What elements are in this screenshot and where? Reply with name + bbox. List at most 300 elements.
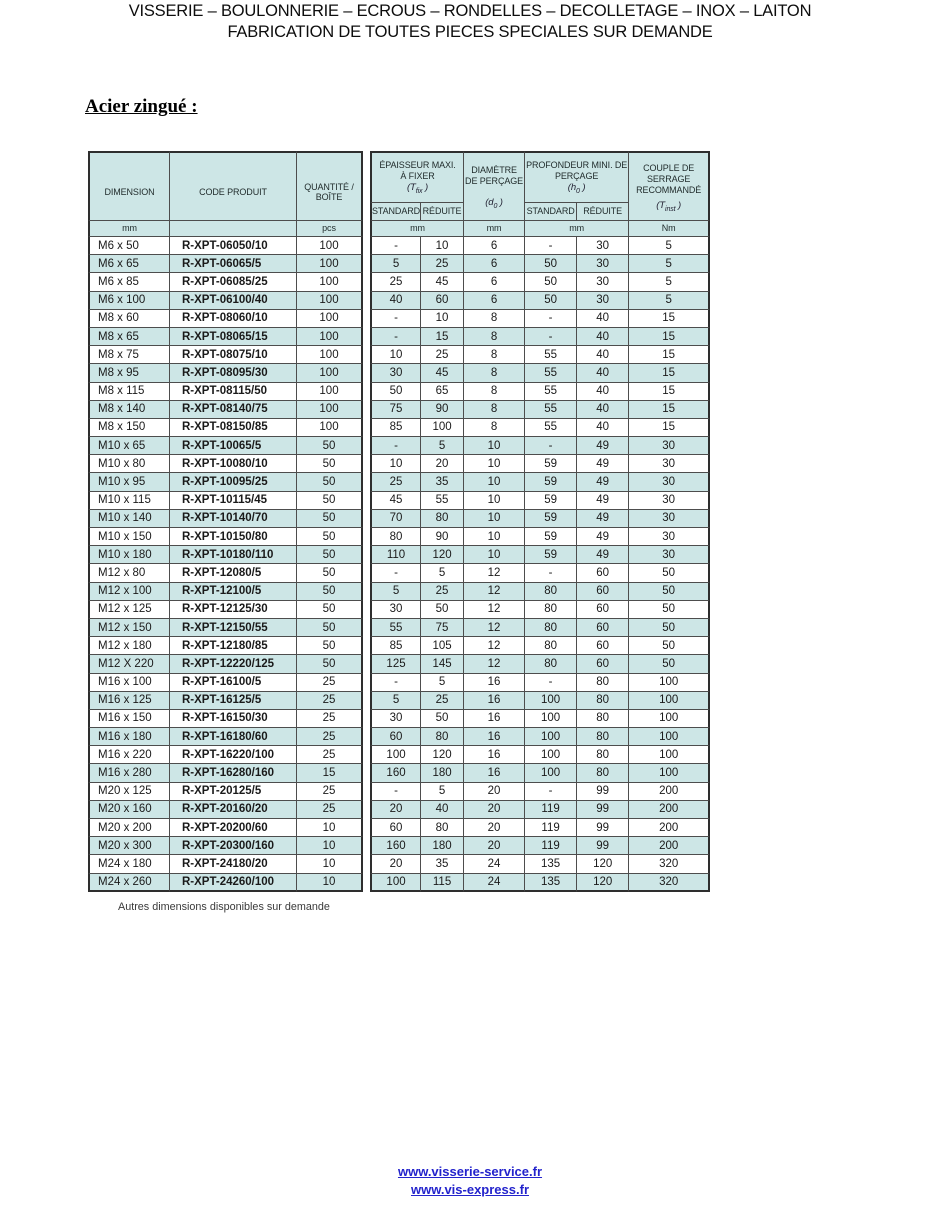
- cell-diametre: 16: [464, 674, 525, 692]
- cell-diametre: 10: [464, 528, 525, 546]
- cell-dimension: M8 x 115: [88, 383, 170, 401]
- table-row: [88, 473, 710, 491]
- page-header: [0, 1, 940, 43]
- cell-dimension: M16 x 150: [88, 710, 170, 728]
- cell-profondeur-standard: 55: [525, 383, 577, 401]
- row-gap: [363, 455, 370, 473]
- cell-code-produit: R-XPT-12150/55: [170, 619, 297, 637]
- cell-couple: 30: [629, 528, 710, 546]
- cell-diametre: 20: [464, 819, 525, 837]
- cell-diametre: 6: [464, 255, 525, 273]
- cell-code-produit: R-XPT-16150/30: [170, 710, 297, 728]
- cell-profondeur-reduite: 30: [577, 292, 629, 310]
- row-gap: [363, 473, 370, 491]
- cell-profondeur-standard: 59: [525, 528, 577, 546]
- cell-epaisseur-standard: 85: [370, 419, 421, 437]
- cell-quantite: 50: [297, 455, 363, 473]
- row-gap: [363, 255, 370, 273]
- cell-profondeur-standard: 59: [525, 510, 577, 528]
- cell-profondeur-reduite: 60: [577, 583, 629, 601]
- cell-couple: 50: [629, 619, 710, 637]
- table-row: [88, 674, 710, 692]
- cell-couple: 30: [629, 437, 710, 455]
- cell-epaisseur-standard: -: [370, 783, 421, 801]
- row-gap: [363, 710, 370, 728]
- cell-profondeur-reduite: 99: [577, 783, 629, 801]
- cell-epaisseur-standard: 40: [370, 292, 421, 310]
- cell-profondeur-standard: -: [525, 328, 577, 346]
- cell-epaisseur-standard: 20: [370, 801, 421, 819]
- cell-quantite: 25: [297, 783, 363, 801]
- cell-dimension: M12 x 180: [88, 637, 170, 655]
- row-gap: [363, 310, 370, 328]
- row-gap: [363, 655, 370, 673]
- row-gap: [363, 546, 370, 564]
- cell-profondeur-reduite: 49: [577, 455, 629, 473]
- cell-epaisseur-reduite: 25: [421, 583, 464, 601]
- cell-profondeur-standard: 100: [525, 728, 577, 746]
- cell-quantite: 25: [297, 674, 363, 692]
- cell-profondeur-standard: 50: [525, 255, 577, 273]
- cell-epaisseur-reduite: 5: [421, 783, 464, 801]
- cell-diametre: 16: [464, 746, 525, 764]
- cell-code-produit: R-XPT-06050/10: [170, 237, 297, 255]
- row-gap: [363, 637, 370, 655]
- table-row: [88, 528, 710, 546]
- cell-epaisseur-reduite: 35: [421, 473, 464, 491]
- row-gap: [363, 437, 370, 455]
- cell-profondeur-standard: 80: [525, 583, 577, 601]
- cell-profondeur-reduite: 30: [577, 273, 629, 291]
- cell-code-produit: R-XPT-08140/75: [170, 401, 297, 419]
- cell-profondeur-reduite: 40: [577, 364, 629, 382]
- cell-code-produit: R-XPT-10140/70: [170, 510, 297, 528]
- cell-diametre: 6: [464, 273, 525, 291]
- cell-code-produit: R-XPT-16100/5: [170, 674, 297, 692]
- table-row: [88, 255, 710, 273]
- cell-epaisseur-reduite: 80: [421, 819, 464, 837]
- cell-code-produit: R-XPT-08065/15: [170, 328, 297, 346]
- cell-quantite: 50: [297, 601, 363, 619]
- cell-epaisseur-reduite: 75: [421, 619, 464, 637]
- table-row: [88, 273, 710, 291]
- cell-epaisseur-reduite: 5: [421, 674, 464, 692]
- cell-dimension: M10 x 80: [88, 455, 170, 473]
- cell-epaisseur-standard: 25: [370, 273, 421, 291]
- cell-epaisseur-reduite: 10: [421, 237, 464, 255]
- cell-profondeur-reduite: 49: [577, 437, 629, 455]
- cell-quantite: 25: [297, 728, 363, 746]
- cell-epaisseur-standard: -: [370, 328, 421, 346]
- table-row: [88, 292, 710, 310]
- cell-dimension: M24 x 180: [88, 855, 170, 873]
- table-body: [88, 237, 710, 892]
- cell-quantite: 100: [297, 346, 363, 364]
- cell-epaisseur-reduite: 50: [421, 601, 464, 619]
- cell-epaisseur-reduite: 120: [421, 546, 464, 564]
- table-row: [88, 237, 710, 255]
- row-gap: [363, 492, 370, 510]
- row-gap: [363, 764, 370, 782]
- cell-epaisseur-reduite: 45: [421, 273, 464, 291]
- cell-profondeur-standard: 80: [525, 619, 577, 637]
- cell-epaisseur-reduite: 25: [421, 692, 464, 710]
- cell-profondeur-standard: 59: [525, 455, 577, 473]
- subheader-epaisseur-reduite: RÉDUITE: [421, 203, 464, 221]
- cell-profondeur-standard: -: [525, 674, 577, 692]
- cell-code-produit: R-XPT-06065/5: [170, 255, 297, 273]
- cell-epaisseur-standard: 45: [370, 492, 421, 510]
- cell-diametre: 6: [464, 237, 525, 255]
- cell-code-produit: R-XPT-12125/30: [170, 601, 297, 619]
- table-head: [88, 151, 710, 237]
- cell-diametre: 10: [464, 492, 525, 510]
- cell-couple: 5: [629, 273, 710, 291]
- cell-profondeur-reduite: 60: [577, 655, 629, 673]
- row-gap: [363, 328, 370, 346]
- cell-profondeur-standard: 55: [525, 364, 577, 382]
- row-gap: [363, 619, 370, 637]
- cell-epaisseur-reduite: 25: [421, 255, 464, 273]
- cell-profondeur-reduite: 80: [577, 764, 629, 782]
- cell-epaisseur-reduite: 45: [421, 364, 464, 382]
- cell-profondeur-standard: 50: [525, 292, 577, 310]
- cell-profondeur-standard: 59: [525, 492, 577, 510]
- footer-links: [0, 1163, 940, 1199]
- cell-diametre: 12: [464, 601, 525, 619]
- cell-epaisseur-standard: 100: [370, 746, 421, 764]
- cell-profondeur-standard: 119: [525, 819, 577, 837]
- cell-epaisseur-standard: 60: [370, 819, 421, 837]
- cell-profondeur-standard: -: [525, 783, 577, 801]
- cell-profondeur-standard: 119: [525, 801, 577, 819]
- cell-diametre: 12: [464, 619, 525, 637]
- cell-epaisseur-reduite: 90: [421, 528, 464, 546]
- cell-epaisseur-standard: 110: [370, 546, 421, 564]
- cell-quantite: 25: [297, 746, 363, 764]
- cell-diametre: 16: [464, 728, 525, 746]
- cell-epaisseur-standard: 55: [370, 619, 421, 637]
- cell-code-produit: R-XPT-20200/60: [170, 819, 297, 837]
- unit-dimension: mm: [88, 221, 170, 237]
- cell-diametre: 12: [464, 637, 525, 655]
- cell-code-produit: R-XPT-16125/5: [170, 692, 297, 710]
- row-gap: [363, 346, 370, 364]
- cell-couple: 100: [629, 710, 710, 728]
- cell-diametre: 16: [464, 710, 525, 728]
- cell-code-produit: R-XPT-24260/100: [170, 874, 297, 892]
- cell-profondeur-standard: 100: [525, 692, 577, 710]
- link-visserie-service[interactable]: www.visserie-service.fr: [397, 1164, 543, 1179]
- cell-diametre: 8: [464, 364, 525, 382]
- cell-couple: 50: [629, 637, 710, 655]
- cell-code-produit: R-XPT-10180/110: [170, 546, 297, 564]
- cell-code-produit: R-XPT-12100/5: [170, 583, 297, 601]
- table-row: [88, 764, 710, 782]
- cell-epaisseur-standard: 5: [370, 692, 421, 710]
- header-row-main: [88, 151, 710, 203]
- table-row: [88, 837, 710, 855]
- row-gap: [363, 383, 370, 401]
- cell-epaisseur-standard: 160: [370, 837, 421, 855]
- col-header-code-produit: CODE PRODUIT: [170, 151, 297, 221]
- subheader-profondeur-standard: STANDARD: [525, 203, 577, 221]
- table-row: [88, 637, 710, 655]
- cell-couple: 320: [629, 855, 710, 873]
- cell-code-produit: R-XPT-08095/30: [170, 364, 297, 382]
- unit-code-produit: [170, 221, 297, 237]
- cell-dimension: M20 x 125: [88, 783, 170, 801]
- cell-diametre: 8: [464, 346, 525, 364]
- cell-quantite: 50: [297, 437, 363, 455]
- cell-profondeur-reduite: 80: [577, 746, 629, 764]
- cell-code-produit: R-XPT-20160/20: [170, 801, 297, 819]
- cell-code-produit: R-XPT-16280/160: [170, 764, 297, 782]
- cell-epaisseur-standard: 125: [370, 655, 421, 673]
- cell-couple: 5: [629, 292, 710, 310]
- cell-epaisseur-reduite: 180: [421, 837, 464, 855]
- cell-quantite: 50: [297, 528, 363, 546]
- cell-profondeur-reduite: 49: [577, 528, 629, 546]
- cell-dimension: M10 x 150: [88, 528, 170, 546]
- cell-epaisseur-reduite: 5: [421, 564, 464, 582]
- row-gap: [363, 419, 370, 437]
- cell-quantite: 100: [297, 310, 363, 328]
- col-header-dimension: DIMENSION: [88, 151, 170, 221]
- cell-dimension: M8 x 140: [88, 401, 170, 419]
- cell-profondeur-standard: 100: [525, 764, 577, 782]
- footnote: Autres dimensions disponibles sur demande: [118, 901, 330, 913]
- cell-diametre: 20: [464, 783, 525, 801]
- table-row: [88, 310, 710, 328]
- cell-quantite: 100: [297, 401, 363, 419]
- cell-dimension: M8 x 65: [88, 328, 170, 346]
- row-gap: [363, 674, 370, 692]
- cell-quantite: 25: [297, 692, 363, 710]
- subheader-profondeur-reduite: RÉDUITE: [577, 203, 629, 221]
- cell-profondeur-reduite: 80: [577, 710, 629, 728]
- row-gap: [363, 728, 370, 746]
- cell-dimension: M20 x 300: [88, 837, 170, 855]
- cell-quantite: 100: [297, 419, 363, 437]
- cell-epaisseur-standard: 20: [370, 855, 421, 873]
- table-gap-column: [363, 151, 370, 237]
- cell-quantite: 15: [297, 764, 363, 782]
- cell-code-produit: R-XPT-16220/100: [170, 746, 297, 764]
- cell-code-produit: R-XPT-12080/5: [170, 564, 297, 582]
- couple-symbol: ($T_{inst}$ ): [656, 199, 682, 213]
- cell-epaisseur-standard: 5: [370, 255, 421, 273]
- cell-quantite: 50: [297, 564, 363, 582]
- cell-epaisseur-reduite: 20: [421, 455, 464, 473]
- cell-diametre: 8: [464, 401, 525, 419]
- cell-diametre: 16: [464, 764, 525, 782]
- table-row: [88, 874, 710, 892]
- cell-diametre: 16: [464, 692, 525, 710]
- cell-code-produit: R-XPT-20125/5: [170, 783, 297, 801]
- cell-dimension: M6 x 100: [88, 292, 170, 310]
- cell-quantite: 50: [297, 546, 363, 564]
- cell-couple: 320: [629, 874, 710, 892]
- cell-dimension: M10 x 140: [88, 510, 170, 528]
- cell-quantite: 50: [297, 510, 363, 528]
- cell-profondeur-standard: 59: [525, 473, 577, 491]
- cell-dimension: M16 x 280: [88, 764, 170, 782]
- table-row: [88, 419, 710, 437]
- cell-profondeur-reduite: 80: [577, 674, 629, 692]
- cell-code-produit: R-XPT-06100/40: [170, 292, 297, 310]
- cell-profondeur-reduite: 60: [577, 619, 629, 637]
- cell-diametre: 10: [464, 510, 525, 528]
- cell-dimension: M6 x 50: [88, 237, 170, 255]
- row-gap: [363, 583, 370, 601]
- table-row: [88, 455, 710, 473]
- cell-dimension: M8 x 150: [88, 419, 170, 437]
- cell-couple: 30: [629, 546, 710, 564]
- table-row: [88, 346, 710, 364]
- cell-couple: 30: [629, 455, 710, 473]
- cell-profondeur-standard: -: [525, 237, 577, 255]
- cell-couple: 30: [629, 492, 710, 510]
- link-vis-express[interactable]: www.vis-express.fr: [410, 1182, 529, 1197]
- cell-profondeur-reduite: 80: [577, 692, 629, 710]
- table-row: [88, 801, 710, 819]
- cell-dimension: M6 x 65: [88, 255, 170, 273]
- cell-dimension: M16 x 220: [88, 746, 170, 764]
- cell-profondeur-standard: 55: [525, 401, 577, 419]
- cell-couple: 5: [629, 237, 710, 255]
- cell-code-produit: R-XPT-20300/160: [170, 837, 297, 855]
- cell-epaisseur-reduite: 105: [421, 637, 464, 655]
- cell-profondeur-reduite: 49: [577, 510, 629, 528]
- cell-diametre: 8: [464, 419, 525, 437]
- cell-couple: 15: [629, 346, 710, 364]
- cell-dimension: M20 x 200: [88, 819, 170, 837]
- cell-couple: 15: [629, 328, 710, 346]
- table-row: [88, 437, 710, 455]
- cell-couple: 15: [629, 383, 710, 401]
- subheader-epaisseur-standard: STANDARD: [370, 203, 421, 221]
- unit-epaisseur: mm: [370, 221, 464, 237]
- cell-epaisseur-reduite: 35: [421, 855, 464, 873]
- cell-profondeur-reduite: 99: [577, 819, 629, 837]
- cell-epaisseur-reduite: 5: [421, 437, 464, 455]
- cell-diametre: 6: [464, 292, 525, 310]
- unit-quantite: pcs: [297, 221, 363, 237]
- cell-dimension: M10 x 65: [88, 437, 170, 455]
- cell-epaisseur-standard: 10: [370, 455, 421, 473]
- cell-epaisseur-reduite: 15: [421, 328, 464, 346]
- cell-diametre: 20: [464, 801, 525, 819]
- cell-epaisseur-reduite: 80: [421, 510, 464, 528]
- cell-epaisseur-standard: 75: [370, 401, 421, 419]
- cell-quantite: 100: [297, 255, 363, 273]
- cell-epaisseur-standard: 80: [370, 528, 421, 546]
- cell-couple: 50: [629, 655, 710, 673]
- cell-epaisseur-standard: 30: [370, 601, 421, 619]
- cell-profondeur-standard: 80: [525, 637, 577, 655]
- cell-couple: 200: [629, 801, 710, 819]
- cell-diametre: 24: [464, 855, 525, 873]
- cell-epaisseur-reduite: 25: [421, 346, 464, 364]
- cell-diametre: 8: [464, 328, 525, 346]
- cell-profondeur-reduite: 30: [577, 255, 629, 273]
- cell-dimension: M8 x 75: [88, 346, 170, 364]
- cell-dimension: M20 x 160: [88, 801, 170, 819]
- cell-quantite: 100: [297, 364, 363, 382]
- page-header-line1: VISSERIE – BOULONNERIE – ECROUS – RONDELLES – DECOLLETAGE – INOX – LAITON: [128, 2, 812, 20]
- table-row: [88, 364, 710, 382]
- epaisseur-symbol: ($T_{fix}$ ): [406, 182, 429, 195]
- cell-profondeur-reduite: 120: [577, 855, 629, 873]
- col-header-epaisseur: ÉPAISSEUR MAXI. À FIXER ($T_{fix}$ ): [370, 151, 464, 203]
- row-gap: [363, 273, 370, 291]
- cell-diametre: 8: [464, 383, 525, 401]
- table-row: [88, 383, 710, 401]
- cell-profondeur-standard: 55: [525, 346, 577, 364]
- cell-couple: 200: [629, 837, 710, 855]
- cell-couple: 15: [629, 419, 710, 437]
- cell-epaisseur-standard: 85: [370, 637, 421, 655]
- cell-quantite: 10: [297, 874, 363, 892]
- table-row: [88, 855, 710, 873]
- col-header-diametre: DIAMÈTRE DE PERÇAGE ($d_0$ ): [464, 151, 525, 221]
- cell-code-produit: R-XPT-16180/60: [170, 728, 297, 746]
- cell-couple: 15: [629, 401, 710, 419]
- table-row: [88, 710, 710, 728]
- cell-quantite: 100: [297, 328, 363, 346]
- cell-epaisseur-reduite: 55: [421, 492, 464, 510]
- section-title: Acier zingué :: [85, 96, 198, 117]
- cell-epaisseur-reduite: 145: [421, 655, 464, 673]
- cell-dimension: M12 x 100: [88, 583, 170, 601]
- cell-profondeur-standard: 119: [525, 837, 577, 855]
- table-row: [88, 564, 710, 582]
- cell-diametre: 8: [464, 310, 525, 328]
- cell-dimension: M16 x 180: [88, 728, 170, 746]
- cell-profondeur-reduite: 30: [577, 237, 629, 255]
- cell-diametre: 10: [464, 473, 525, 491]
- col-header-couple: COUPLE DE SERRAGE RECOMMANDÉ ($T_{inst}$ ): [629, 151, 710, 221]
- cell-couple: 100: [629, 728, 710, 746]
- cell-code-produit: R-XPT-10115/45: [170, 492, 297, 510]
- row-gap: [363, 819, 370, 837]
- table-row: [88, 655, 710, 673]
- cell-quantite: 10: [297, 855, 363, 873]
- row-gap: [363, 237, 370, 255]
- cell-code-produit: R-XPT-08115/50: [170, 383, 297, 401]
- cell-dimension: M10 x 95: [88, 473, 170, 491]
- row-gap: [363, 855, 370, 873]
- cell-epaisseur-standard: 100: [370, 874, 421, 892]
- row-gap: [363, 783, 370, 801]
- cell-profondeur-standard: 55: [525, 419, 577, 437]
- cell-profondeur-standard: -: [525, 437, 577, 455]
- cell-profondeur-reduite: 40: [577, 310, 629, 328]
- cell-epaisseur-reduite: 100: [421, 419, 464, 437]
- cell-quantite: 100: [297, 292, 363, 310]
- cell-epaisseur-reduite: 180: [421, 764, 464, 782]
- cell-dimension: M12 X 220: [88, 655, 170, 673]
- cell-profondeur-reduite: 40: [577, 419, 629, 437]
- cell-couple: 30: [629, 510, 710, 528]
- cell-epaisseur-standard: -: [370, 674, 421, 692]
- cell-profondeur-reduite: 60: [577, 637, 629, 655]
- header-row-units: [88, 221, 710, 237]
- cell-dimension: M8 x 60: [88, 310, 170, 328]
- cell-quantite: 50: [297, 655, 363, 673]
- unit-diametre: mm: [464, 221, 525, 237]
